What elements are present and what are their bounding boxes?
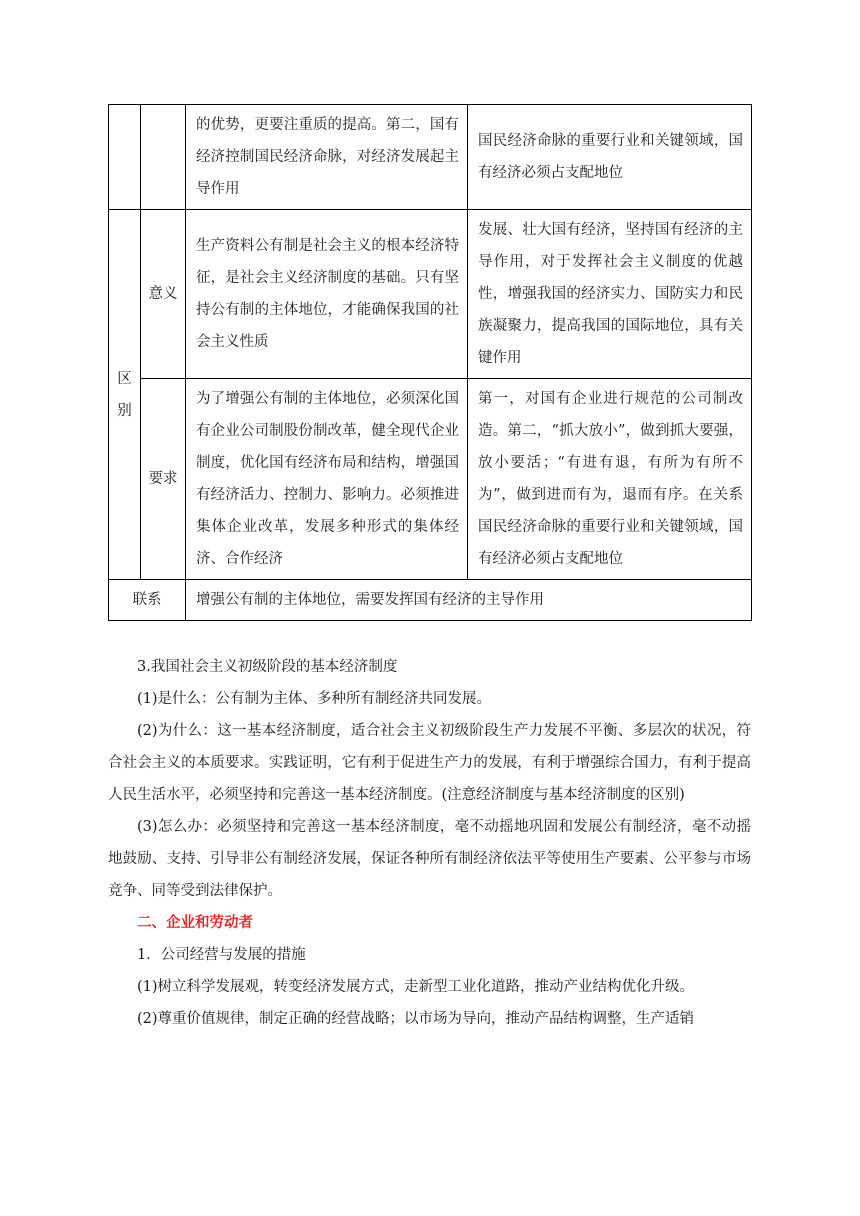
paragraph-what: (1)是什么：公有制为主体、多种所有制经济共同发展。 [137,691,492,707]
comparison-table [108,104,752,621]
table-cell-public-ownership: 生产资料公有制是社会主义的根本经济特征，是社会主义经济制度的基础。只有坚持公有制的主体地位，才能确保我国的社会主义性质 [186,210,468,379]
section-heading-enterprise: 二、企业和劳动者 [137,915,253,931]
row-label-significance: 意义 [141,210,186,379]
table-row-significance [109,210,752,379]
table-row-connection [109,580,752,621]
table-cell-empty [109,105,141,210]
row-label-difference-char-2: 别 [117,402,132,419]
paragraph-measure-2: (2)尊重价值规律，制定正确的经营战略；以市场为导向，推动产品结构调整，生产适销 [137,1011,695,1027]
paragraph-why: (2)为什么：这一基本经济制度，适合社会主义初级阶段生产力发展不平衡、多层次的状况，符合社会主义的本质要求。实践证明，它有利于促进生产力的发展，有利于增强综合国力，有利于提高人民生活水平，必须坚持和完善这一基本经济制度。(注意经济制度与基本经济制度的区别) [108,723,751,803]
table-cell-empty [141,105,186,210]
table-cell-state-economy: 国民经济命脉的重要行业和关键领域，国有经济必须占支配地位 [468,105,752,210]
table-cell-state-economy: 第一，对国有企业进行规范的公司制改造。第二，“抓大放小”，做到抓大要强，放小要活；“有进有退，有所为有所不为”，做到进而有为，退而有序。在关系国民经济命脉的重要行业和关键领域，国有经济必须占支配地位 [468,379,752,580]
row-label-requirements: 要求 [141,379,186,580]
table-cell-public-ownership: 的优势，更要注重质的提高。第二，国有经济控制国民经济命脉，对经济发展起主导作用 [186,105,468,210]
row-label-connection: 联系 [109,580,186,621]
table-cell-state-economy: 发展、壮大国有经济，坚持国有经济的主导作用，对于发挥社会主义制度的优越性，增强我国的经济实力、国防实力和民族凝聚力，提高我国的国际地位，具有关键作用 [468,210,752,379]
table-cell-public-ownership: 为了增强公有制的主体地位，必须深化国有企业公司制股份制改革，健全现代企业制度，优化国有经济布局和结构，增强国有经济活力、控制力、影响力。必须推进集体企业改革，发展多种形式的集体经济、合作经济 [186,379,468,580]
table-cell-connection: 增强公有制的主体地位，需要发挥国有经济的主导作用 [186,580,752,621]
table-row-continued [109,105,752,210]
section-subheading: 1．公司经营与发展的措施 [137,947,306,963]
row-label-difference-char-1: 区 [117,370,132,387]
basic-economic-system-section [108,651,751,1035]
paragraph-measure-1: (1)树立科学发展观，转变经济发展方式，走新型工业化道路，推动产业结构优化升级。 [137,979,695,995]
table-row-requirements [109,379,752,580]
section-subheading: 3.我国社会主义初级阶段的基本经济制度 [137,659,398,675]
row-label-difference [109,210,141,580]
paragraph-how: (3)怎么办：必须坚持和完善这一基本经济制度，毫不动摇地巩固和发展公有制经济，毫不动摇地鼓励、支持、引导非公有制经济发展，保证各种所有制经济依法平等使用生产要素、公平参与市场竞争、同等受到法律保护。 [108,819,751,899]
